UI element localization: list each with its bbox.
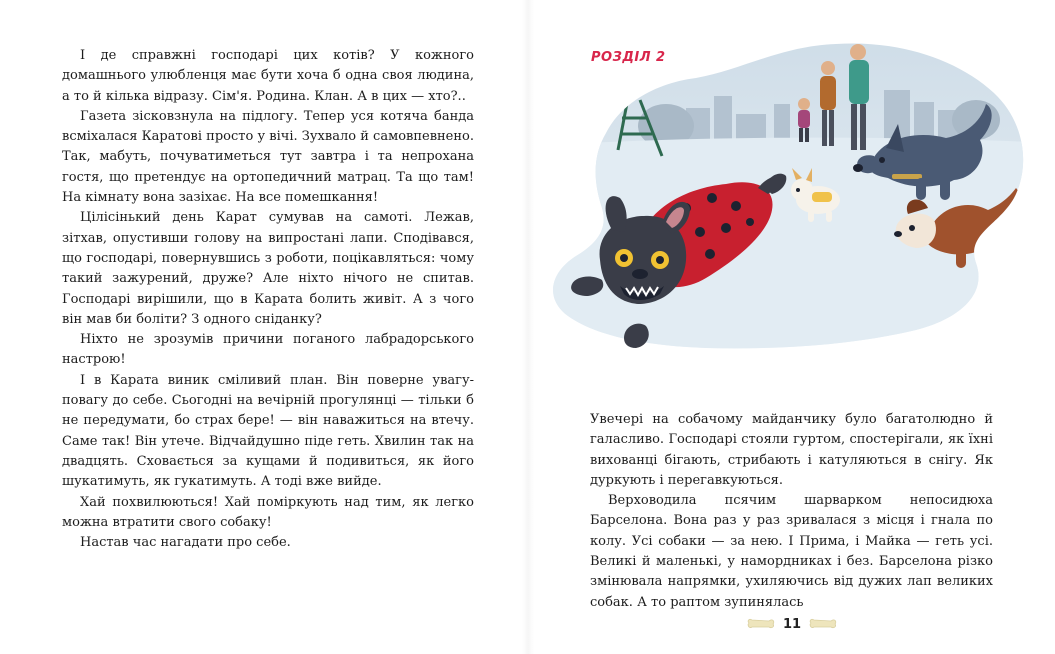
paragraph: Ніхто не зрозумів причини поганого лабрадорського настрою!	[62, 332, 474, 368]
paragraph: Хай похвилюються! Хай поміркують над тим, як легко можна втратити свого собаку!	[62, 494, 474, 530]
chapter-illustration	[536, 38, 1032, 360]
paragraph: І де справжні господарі цих котів? У кожного домашнього улюбленця має бути хоча б одна своя людина, а то й кілька відразу. Сім'я. Родина. Клан. А в цих — хто?..	[62, 48, 474, 104]
paragraph: Верховодила псячим шарварком непосидюха Барселона. Вона раз у раз зривалася з місця і гнала по колу. Усі собаки — за нею. І Прима, і Майка — геть усі. Великі й маленькі, у намордниках і без. Барселона різко змінювала напрямки, ухиляючись від дужих лап великих собак. А то раптом зупинялась	[590, 493, 993, 610]
bone-icon	[809, 617, 837, 631]
paragraph: Цілісінький день Карат сумував на самоті. Лежав, зітхав, опустивши голову на випростані лапи. Сподівався, що господарі, повернувшись з роботи, поцікавляться: чому такий зажурений, друже? Але ніхто нічого не спитав. Господарі вирішили, що в Карата болить живіт. А з чого він мав би боліти? З одного сніданку?	[62, 210, 474, 327]
paragraph: Увечері на собачому майданчику було багатолюдно й галасливо. Господарі стояли гуртом, спостерігали, як їхні вихованці бігають, стрибають і катуляються в снігу. Як дуркують і перегавкуються.	[590, 412, 993, 488]
left-page-text	[62, 46, 474, 553]
book-gutter	[522, 0, 534, 654]
chapter-label: РОЗДІЛ 2	[591, 50, 666, 65]
page-number: 11	[782, 616, 802, 632]
page-footer	[744, 612, 840, 636]
paragraph: І в Карата виник сміливий план. Він поверне увагу-повагу до себе. Сьогодні на вечірній прогулянці — тільки б не передумати, бо страх бере! — він наважиться на втечу. Саме так! Він утече. Відчайдушно піде геть. Хвилин так на двадцять. Сховається за кущами й подивиться, як його шукатимуть, як гукатимуть. А тоді вже вийде.	[62, 372, 474, 490]
paragraph: Газета зісковзнула на підлогу. Тепер уся котяча банда всміхалася Каратові просто у вічі. Зухвало й самовпевнено. Так, мабуть, почуватиметься тут завтра і та непрохана гостя, що претендує на ортопедичний матрац. Та що там! На кімнату вона зазіхає. На все помешкання!	[62, 108, 474, 206]
paragraph: Настав час нагадати про себе.	[80, 535, 291, 551]
right-page-text	[590, 410, 993, 613]
bone-icon	[747, 617, 775, 631]
